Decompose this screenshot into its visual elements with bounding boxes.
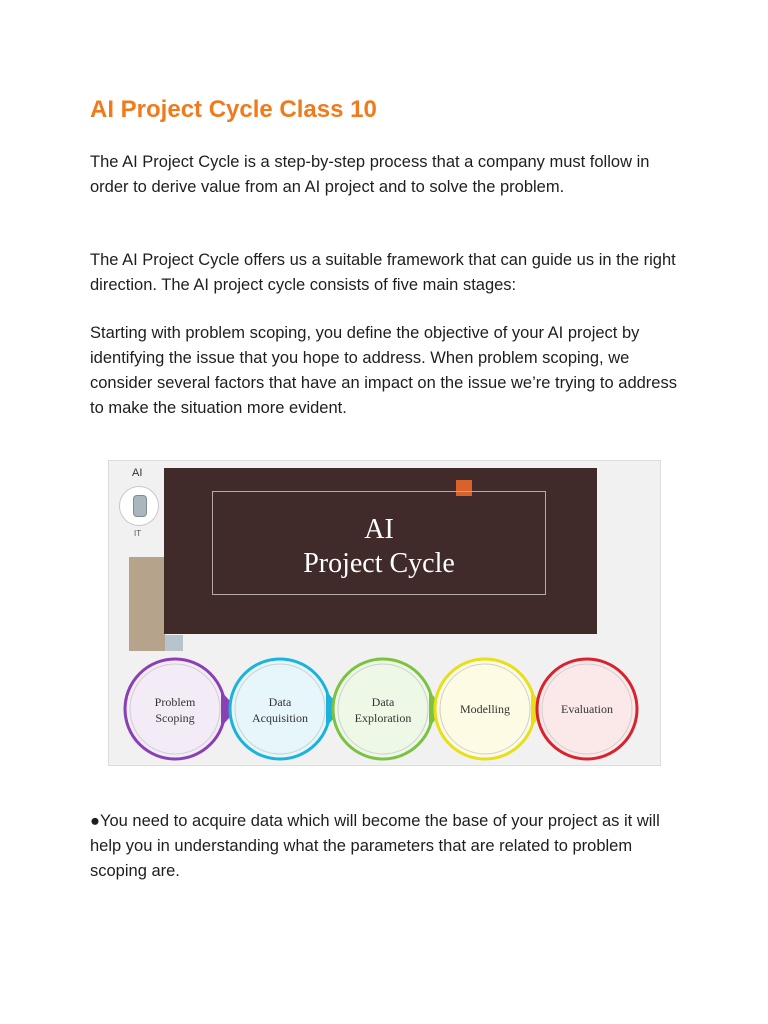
stage-label: Scoping <box>155 711 195 725</box>
stage-label: Data <box>268 695 292 709</box>
stage-label: Modelling <box>460 702 510 716</box>
stage-label: Evaluation <box>561 702 613 716</box>
stage-label: Problem <box>154 695 196 709</box>
figure-title-line: Project Cycle <box>303 548 455 579</box>
robot-logo-icon <box>119 486 159 526</box>
page-title: AI Project Cycle Class 10 <box>90 96 377 123</box>
cycle-diagram <box>109 649 660 765</box>
stage-label: Data <box>371 695 395 709</box>
stage-label: Exploration <box>354 711 412 725</box>
stage-circle <box>125 659 225 759</box>
cycle-stage <box>435 659 547 759</box>
cycle-stage <box>125 659 237 759</box>
bullet-paragraph: ●You need to acquire data which will become the base of your project as it will help you in understanding what the parameters that are related to problem scoping are. <box>90 812 660 880</box>
paragraph: The AI Project Cycle offers us a suitable framework that can guide us in the right direction. The AI project cycle consists of five main stages: <box>90 251 676 294</box>
decorative-block <box>129 557 165 651</box>
stage-label: Acquisition <box>252 711 308 725</box>
stage-circle <box>333 659 433 759</box>
stage-circle <box>230 659 330 759</box>
ai-project-cycle-figure <box>108 460 661 766</box>
paragraph: Starting with problem scoping, you define the objective of your AI project by identifying the issue that you hope to address. When problem scoping, we consider several factors that have an impact on the issue we’re trying to address to make the situation more evident. <box>90 324 677 417</box>
figure-title-line: AI <box>364 514 394 545</box>
figure-title <box>212 513 546 581</box>
logo-sublabel: IT <box>134 529 142 538</box>
logo-label: AI <box>132 467 143 479</box>
cycle-stage <box>230 659 342 759</box>
title-panel <box>164 468 597 634</box>
cycle-stage <box>537 659 637 759</box>
robot-icon <box>133 495 147 517</box>
cycle-stage <box>333 659 445 759</box>
paragraph: The AI Project Cycle is a step-by-step process that a company must follow in order to derive value from an AI project and to solve the problem. <box>90 153 650 196</box>
